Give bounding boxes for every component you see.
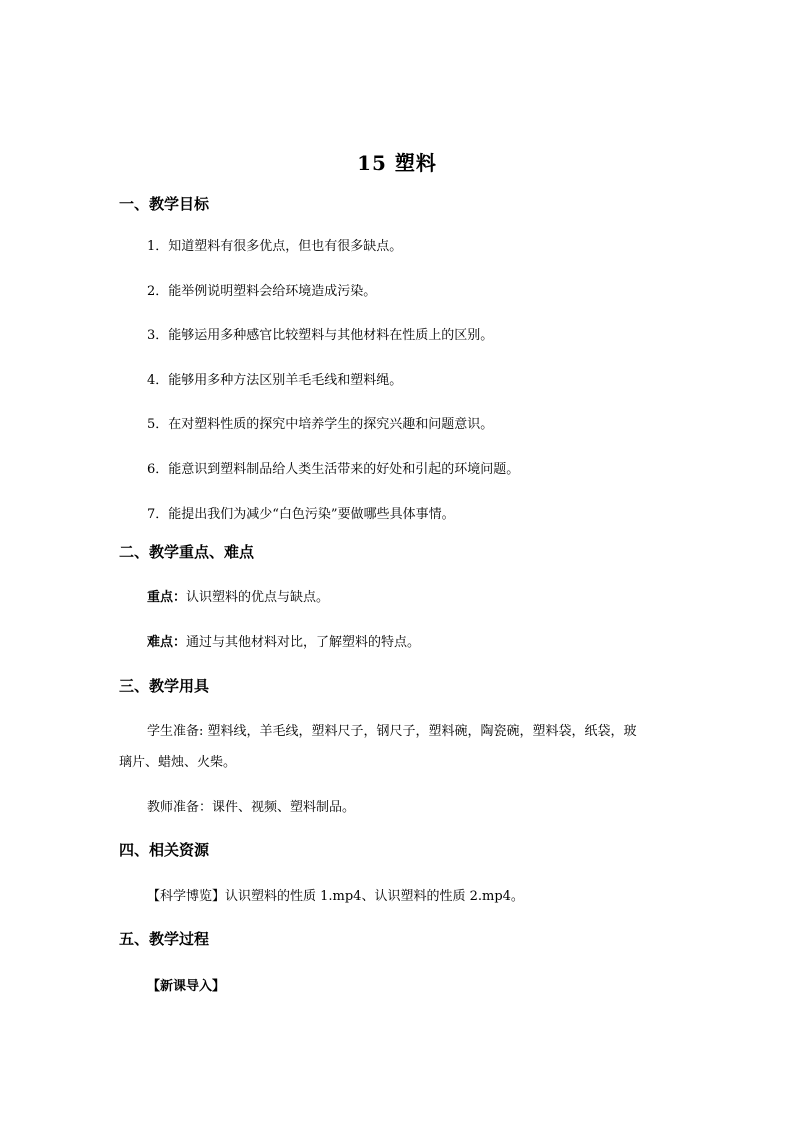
- student-prep-line-2: 璃片、蜡烛、火柴。: [119, 755, 237, 770]
- focus-text: 认识塑料的优点与缺点。: [186, 590, 330, 605]
- objective-item: 4．能够用多种方法区别羊毛毛线和塑料绳。: [147, 373, 403, 388]
- objective-item: 7．能提出我们为减少“白色污染”要做哪些具体事情。: [147, 507, 455, 522]
- objective-item: 1．知道塑料有很多优点，但也有很多缺点。: [147, 239, 403, 254]
- section-heading-resources: 四、相关资源: [119, 841, 210, 859]
- student-prep-line-1: 学生准备: 塑料线，羊毛线，塑料尺子，钢尺子，塑料碗，陶瓷碗，塑料袋，纸袋，玻: [147, 724, 637, 739]
- difficulty-label: 难点：: [147, 635, 187, 650]
- resource-line: 【科学博览】认识塑料的性质 1.mp4、认识塑料的性质 2.mp4。: [147, 889, 524, 904]
- difficulty-text: 通过与其他材料对比，了解塑料的特点。: [186, 635, 421, 650]
- new-lesson-intro-heading: 【新课导入】: [147, 979, 226, 994]
- objective-item: 6．能意识到塑料制品给人类生活带来的好处和引起的环境问题。: [147, 462, 520, 477]
- focus-line: [147, 586, 329, 605]
- section-heading-objectives: 一、教学目标: [119, 195, 210, 213]
- section-heading-key-points: 二、教学重点、难点: [119, 543, 255, 561]
- section-heading-process: 五、教学过程: [119, 930, 210, 948]
- focus-label: 重点：: [147, 590, 187, 605]
- objective-item: 2．能举例说明塑料会给环境造成污染。: [147, 284, 377, 299]
- objective-item: 3．能够运用多种感官比较塑料与其他材料在性质上的区别。: [147, 328, 494, 343]
- difficulty-line: [147, 631, 420, 650]
- page-title: 15 塑料: [357, 151, 437, 175]
- teacher-prep: 教师准备：课件、视频、塑料制品。: [147, 800, 356, 815]
- objective-item: 5．在对塑料性质的探究中培养学生的探究兴趣和问题意识。: [147, 417, 494, 432]
- section-heading-tools: 三、教学用具: [119, 677, 210, 695]
